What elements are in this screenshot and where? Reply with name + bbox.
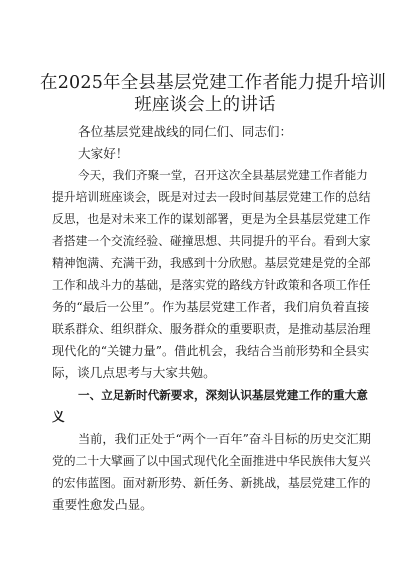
section-heading-1-continuation: 义 [52, 409, 65, 424]
paragraph-1-line: 工作和战斗力的基础，是落实党的路线方针政策和各项工作任 [52, 278, 371, 292]
paragraph-1-line: 务的“最后一公里”。作为基层党建工作者，我们肩负着直接 [52, 300, 370, 314]
paragraph-1-line: 今天，我们齐聚一堂，召开这次全县基层党建工作者能力 [78, 168, 368, 182]
document-title-line-2: 班座谈会上的讲话 [134, 95, 276, 115]
paragraph-1-line: 现代化的“关键力量”。借此机会，我结合当前形势和全县实 [52, 344, 370, 358]
paragraph-1-line: 者搭建一个交流经验、碰撞思想、共同提升的平台。看到大家 [52, 234, 371, 248]
paragraph-1-line: 反思，也是对未来工作的谋划部署，更是为全县基层党建工作 [52, 212, 371, 226]
paragraph-1-line: 精神饱满、充满干劲，我感到十分欣慰。基层党建是党的全部 [52, 256, 371, 270]
paragraph-2-line: 党的二十大擘画了以中国式现代化全面推进中华民族伟大复兴 [52, 454, 371, 468]
paragraph-1-line: 联系群众、组织群众、服务群众的重要职责，是推动基层治理 [52, 322, 371, 336]
salutation: 各位基层党建战线的同仁们、同志们： [78, 124, 293, 139]
document-title-line-1: 在2025年全县基层党建工作者能力提升培训 [40, 73, 387, 93]
paragraph-2-line: 重要性愈发凸显。 [52, 497, 153, 512]
paragraph-1-line: 际，谈几点思考与大家共勉。 [52, 365, 216, 380]
paragraph-1-line: 提升培训班座谈会，既是对过去一段时间基层党建工作的总结 [52, 190, 371, 204]
greeting: 大家好！ [78, 146, 129, 161]
paragraph-2-line: 的宏伟蓝图。面对新形势、新任务、新挑战，基层党建工作的 [52, 476, 371, 490]
section-heading-1: 一、立足新时代新要求，深刻认识基层党建工作的重大意 [78, 388, 368, 402]
paragraph-2-line: 当前，我们正处于“两个一百年”奋斗目标的历史交汇期 [78, 432, 371, 446]
